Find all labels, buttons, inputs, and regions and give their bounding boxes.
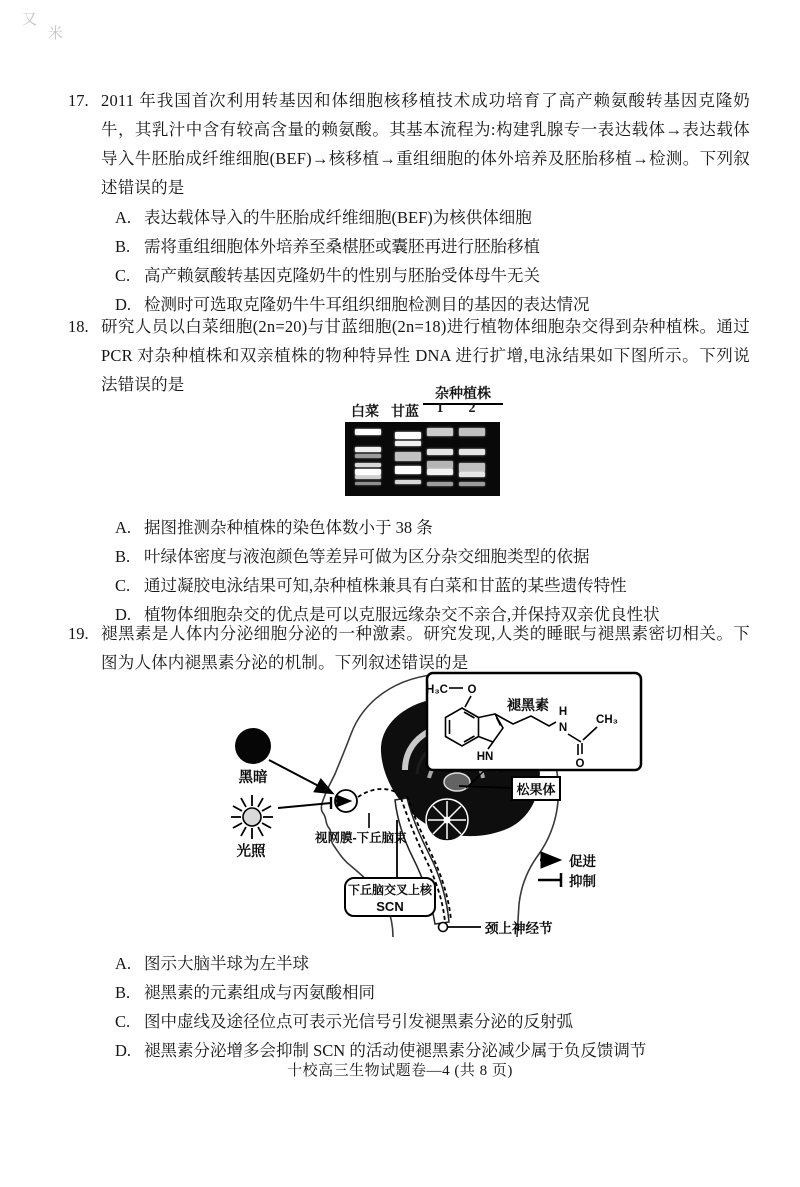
stray-scan-mark: 又 xyxy=(22,10,38,28)
legend-promote-label: 促进 xyxy=(569,854,596,869)
option-text: 图中虚线及途径位点可表示光信号引发褪黑素分泌的反射弧 xyxy=(144,1012,573,1031)
option-a xyxy=(115,203,750,232)
chem-n: N xyxy=(558,722,568,734)
option-b xyxy=(115,232,750,261)
option-label: B. xyxy=(115,237,131,256)
legend xyxy=(538,853,597,889)
question-17 xyxy=(68,86,750,319)
chem-h: H xyxy=(558,706,568,718)
scn-label-line1: 下丘脑交叉上核 xyxy=(347,883,433,897)
gel-band xyxy=(355,454,381,458)
pineal-label: 松果体 xyxy=(516,782,556,797)
gel-image xyxy=(345,422,500,496)
ganglion-node xyxy=(439,923,448,932)
option-label: B. xyxy=(115,547,131,566)
gel-band xyxy=(427,469,453,475)
gel-band xyxy=(395,432,421,439)
melatonin-molecule xyxy=(426,673,641,770)
option-label: C. xyxy=(115,1012,131,1031)
chem-h3c: H₃C xyxy=(426,684,448,696)
gel-band xyxy=(459,463,485,472)
chem-hn: HN xyxy=(476,751,494,763)
question-19-stem xyxy=(68,619,750,677)
option-text: 需将重组细胞体外培养至桑椹胚或囊胚再进行胚胎移植 xyxy=(144,237,540,256)
question-number: 18. xyxy=(68,317,89,336)
option-text: 褪黑素分泌增多会抑制 SCN 的活动使褪黑素分泌减少属于负反馈调节 xyxy=(144,1041,647,1060)
gel-electrophoresis-figure xyxy=(345,386,505,508)
option-label: C. xyxy=(115,576,131,595)
option-text: 图示大脑半球为左半球 xyxy=(144,954,309,973)
option-text: 表达载体导入的牛胚胎成纤维细胞(BEF)为核供体细胞 xyxy=(144,208,532,227)
gel-lane xyxy=(459,422,485,496)
option-label: A. xyxy=(115,208,132,227)
option-text: 检测时可选取克隆奶牛牛耳组织细胞检测目的基因的表达情况 xyxy=(144,295,590,314)
gel-band xyxy=(459,482,485,486)
gel-band xyxy=(395,452,421,461)
question-number: 19. xyxy=(68,624,89,643)
gel-band xyxy=(395,480,421,484)
option-a xyxy=(115,513,750,542)
option-label: C. xyxy=(115,266,131,285)
question-17-stem xyxy=(68,86,750,202)
gel-band xyxy=(355,447,381,452)
page-footer: 十校高三生物试题卷—4 (共 8 页) xyxy=(287,1063,513,1079)
option-text: 据图推测杂种植株的染色体数小于 38 条 xyxy=(144,518,433,537)
gel-band xyxy=(427,482,453,486)
gel-group-label-hybrid: 杂种植株 xyxy=(423,383,503,405)
option-c xyxy=(115,1007,750,1036)
question-stem-text: 褪黑素是人体内分泌细胞分泌的一种激素。研究发现,人类的睡眠与褪黑素密切相关。下图为人体内褪黑素分泌的机制。下列叙述错误的是 xyxy=(101,624,750,672)
gel-lane-number-2: 2 xyxy=(468,401,476,416)
gel-band xyxy=(355,463,381,467)
light-label: 光照 xyxy=(236,844,266,860)
gel-band xyxy=(459,449,485,455)
gel-lane xyxy=(395,422,421,496)
chem-ch3: CH₃ xyxy=(596,714,618,726)
option-label: B. xyxy=(115,983,131,1002)
question-stem-text: 研究人员以白菜细胞(2n=20)与甘蓝细胞(2n=18)进行植物体细胞杂交得到杂种植株。通过 PCR 对杂种植株和双亲植株的物种特异性 DNA 进行扩增,电泳结果如下图所示。下列说法错误的是 xyxy=(101,317,750,394)
gel-band xyxy=(459,428,485,436)
chem-o-top: O xyxy=(467,684,477,696)
gel-band xyxy=(355,429,381,435)
option-text: 通过凝胶电泳结果可知,杂种植株兼具有白菜和甘蓝的某些遗传特性 xyxy=(144,576,627,595)
gel-band xyxy=(395,441,421,446)
darkness-label: 黑暗 xyxy=(238,770,268,786)
question-number: 17. xyxy=(68,91,89,110)
option-c xyxy=(115,261,750,290)
gel-band xyxy=(427,428,453,436)
gel-band xyxy=(427,461,453,469)
option-text: 高产赖氨酸转基因克隆奶牛的性别与胚胎受体母牛无关 xyxy=(144,266,540,285)
molecule-title: 褪黑素 xyxy=(507,697,549,713)
question-stem-text: 2011 年我国首次利用转基因和体细胞核移植技术成功培育了高产赖氨酸转基因克隆奶牛，其乳汁中含有较高含量的赖氨酸。其基本流程为:构建乳腺专一表达载体→表达载体导入牛胚胎成纤维细胞(BEF)→核移植→重组细胞的体外培养及胚胎移植→检测。下列叙述错误的是 xyxy=(101,91,750,197)
option-b xyxy=(115,542,750,571)
stray-scan-mark: 米 xyxy=(48,24,64,42)
option-b xyxy=(115,978,750,1007)
option-label: D. xyxy=(115,1041,132,1060)
gel-band xyxy=(459,472,485,477)
gel-column-label-kale: 甘蓝 xyxy=(391,403,419,419)
tract-label: 视网膜-下丘脑束 xyxy=(315,831,407,845)
question-19 xyxy=(68,619,750,1065)
legend-inhibit-label: 抑制 xyxy=(569,874,596,889)
gel-band xyxy=(355,475,381,479)
ganglion-label: 颈上神经节 xyxy=(485,921,553,936)
darkness-promote-arrow xyxy=(269,760,332,793)
option-label: D. xyxy=(115,605,132,624)
eye-icon xyxy=(335,790,357,812)
option-label: D. xyxy=(115,295,132,314)
option-a xyxy=(115,949,750,978)
gel-band xyxy=(355,482,381,485)
question-18-options xyxy=(115,513,750,629)
question-19-options xyxy=(115,949,750,1065)
gel-column-label-cabbage: 白菜 xyxy=(351,403,379,419)
gel-band xyxy=(427,449,453,455)
gel-lane xyxy=(355,422,381,496)
melatonin-diagram xyxy=(185,670,645,938)
gel-band xyxy=(355,469,381,475)
option-text: 植物体细胞杂交的优点是可以克服远缘杂交不亲合,并保持双亲优良性状 xyxy=(144,605,660,624)
option-text: 叶绿体密度与液泡颜色等差异可做为区分杂交细胞类型的依据 xyxy=(144,547,590,566)
question-18 xyxy=(68,312,750,629)
option-text: 褪黑素的元素组成与丙氨酸相同 xyxy=(144,983,375,1002)
gel-band xyxy=(395,466,421,474)
option-label: A. xyxy=(115,518,132,537)
light-sun-icon xyxy=(231,795,273,839)
cerebellum-illustration xyxy=(426,799,468,841)
melatonin-mechanism-figure xyxy=(185,670,645,938)
chem-o-bottom: O xyxy=(575,758,585,770)
darkness-moon-icon xyxy=(235,728,271,764)
option-c xyxy=(115,571,750,600)
gel-lane xyxy=(427,422,453,496)
gel-lane-number-1: 1 xyxy=(436,401,444,416)
option-label: A. xyxy=(115,954,132,973)
scn-label-line2: SCN xyxy=(376,899,404,914)
question-17-options xyxy=(115,203,750,319)
